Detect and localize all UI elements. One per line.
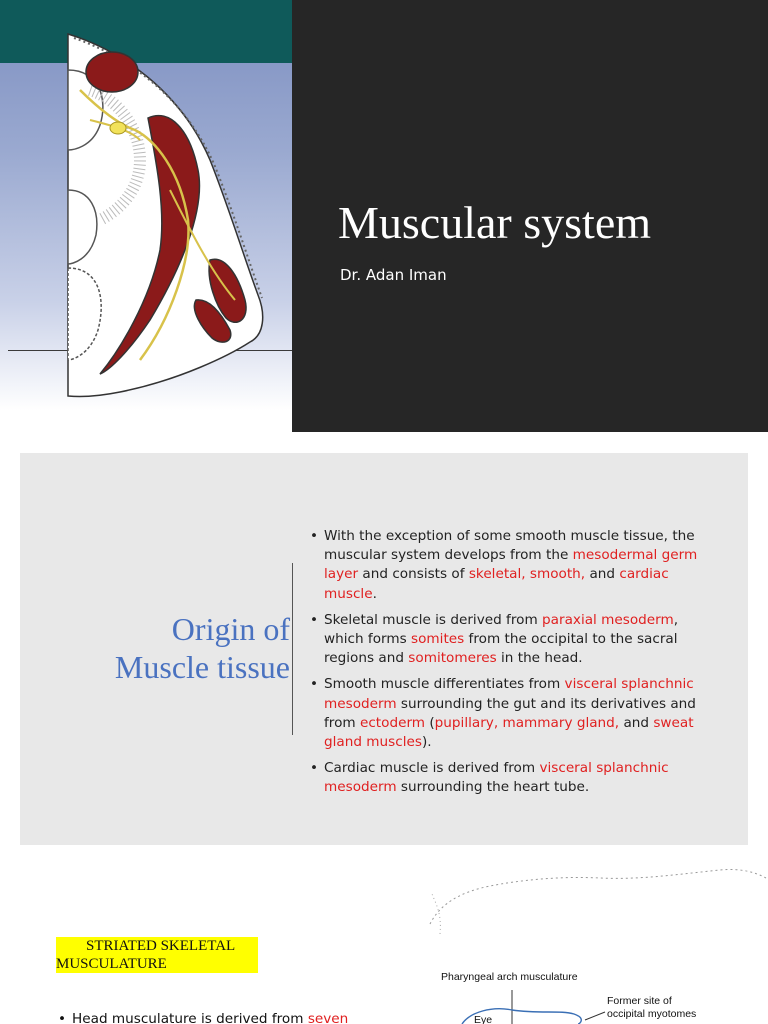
embryo-cross-section-illustration xyxy=(60,30,270,400)
striated-heading xyxy=(56,937,258,973)
striated-heading-line1: STRIATED SKELETAL xyxy=(86,938,236,954)
head-musculature-bullet: • Head musculature is derived from seven xyxy=(58,1011,348,1024)
bullet-skeletal-muscle: • Skeletal muscle is derived from paraxial mesoderm, which forms somites from the occipital to the sacral regions and somitomeres in the head. xyxy=(308,611,718,669)
bullet-cardiac-muscle: • Cardiac muscle is derived from visceral splanchnic mesoderm surrounding the heart tube. xyxy=(308,759,718,797)
bullet-germ-layer: • With the exception of some smooth muscle tissue, the muscular system develops from the mesodermal germ layer and consists of skeletal, smooth, and cardiac muscle. xyxy=(308,527,718,604)
former-site-label-line1: Former site of xyxy=(607,995,672,1007)
striated-heading-line2: MUSCULATURE xyxy=(56,956,167,972)
epaxial-muscle xyxy=(86,52,138,92)
origin-slide xyxy=(20,453,748,845)
eye-label: Eye xyxy=(474,1014,493,1024)
title-slide xyxy=(0,0,768,432)
bullet-smooth-muscle: • Smooth muscle differentiates from visceral splanchnic mesoderm surrounding the gut and its derivatives and from ectoderm (pupillary, mammary gland, and sweat gland muscles). xyxy=(308,675,718,752)
vertical-divider xyxy=(292,563,293,735)
pharyngeal-label: Pharyngeal arch musculature xyxy=(441,971,578,983)
slide-author: Dr. Adan Iman xyxy=(340,266,447,284)
origin-heading-line2: Muscle tissue xyxy=(114,649,290,685)
leader-line-former-site xyxy=(585,1012,605,1020)
origin-heading-line1: Origin of xyxy=(171,611,290,647)
striated-skeletal-slide xyxy=(0,864,768,1024)
slide-title: Muscular system xyxy=(338,197,652,248)
embryo-outline-sketch xyxy=(430,869,766,924)
myotome-diagram xyxy=(400,864,768,1024)
origin-bullet-list xyxy=(308,527,718,805)
origin-heading xyxy=(50,610,290,686)
former-site-label-line2: occipital myotomes xyxy=(607,1008,697,1020)
